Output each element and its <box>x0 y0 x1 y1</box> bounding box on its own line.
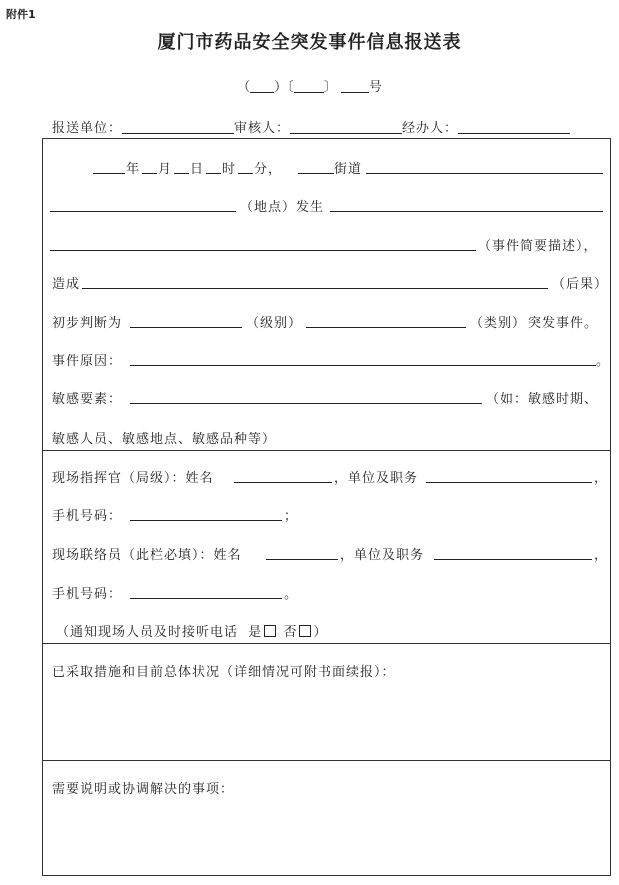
street-label: 街道 <box>334 162 363 177</box>
commander-label: 现场指挥官（局级）：姓名 <box>52 471 214 486</box>
report-unit-label: 报送单位： <box>52 121 123 136</box>
bracket-close: 〕 <box>323 80 337 95</box>
liaison-comma: ， <box>594 548 609 563</box>
notify-yes-checkbox[interactable] <box>264 625 276 637</box>
liaison-phone-label: 手机号码： <box>52 587 123 602</box>
measures-area[interactable] <box>46 684 606 756</box>
liaison-label: 现场联络员（此栏必填）：姓名 <box>52 548 242 563</box>
brief-description-field[interactable] <box>50 250 476 251</box>
day-label: 日 <box>190 162 205 177</box>
commander-phone-label: 手机号码： <box>52 509 123 524</box>
cause-prefix-label: 造成 <box>52 277 81 292</box>
notify-row <box>56 621 327 640</box>
hour-label: 时 <box>222 162 237 177</box>
street-field[interactable] <box>366 173 603 174</box>
minute-field[interactable] <box>238 173 253 174</box>
section-divider-1 <box>42 450 611 451</box>
sensitive-field[interactable] <box>130 403 482 404</box>
notify-no-label: 否 <box>283 625 298 640</box>
liaison-unit-label: ，单位及职务 <box>340 548 425 563</box>
sensitive-hint-2: 敏感人员、敏感地点、敏感品种等） <box>52 432 277 447</box>
measures-label: 已采取措施和目前总体状况（详细情况可附书面续报）： <box>52 665 396 680</box>
level-label: （级别） <box>246 316 303 331</box>
handler-label: 经办人： <box>402 121 459 136</box>
commander-comma: ， <box>594 471 609 486</box>
report-unit-field[interactable] <box>122 119 234 134</box>
notify-text: （通知现场人员及时接听电话 <box>56 625 239 640</box>
sudden-event-label: 突发事件。 <box>528 316 599 331</box>
reporter-row <box>52 117 570 136</box>
coordination-label: 需要说明或协调解决的事项： <box>52 782 235 797</box>
commander-name-field[interactable] <box>234 482 332 483</box>
form-title: 厦门市药品安全突发事件信息报送表 <box>157 32 462 53</box>
category-label: （类别） <box>470 316 527 331</box>
reviewer-label: 审核人： <box>234 121 291 136</box>
year-label: 年 <box>126 162 141 177</box>
consequence-label: （后果） <box>552 277 609 292</box>
doc-serial-field[interactable] <box>341 78 369 93</box>
month-label: 月 <box>158 162 173 177</box>
handler-field[interactable] <box>458 119 570 134</box>
hour-field[interactable] <box>206 173 221 174</box>
consequence-field[interactable] <box>82 288 548 289</box>
sensitive-label: 敏感要素： <box>52 392 123 407</box>
liaison-unit-field[interactable] <box>434 559 592 560</box>
commander-phone-end: ； <box>284 509 299 524</box>
coordination-area[interactable] <box>46 800 606 872</box>
location-label: （地点）发生 <box>240 200 325 215</box>
sensitive-hint-1: （如：敏感时期、 <box>486 392 599 407</box>
doc-number-suffix: 号 <box>368 80 382 95</box>
minute-label: 分， <box>254 162 283 177</box>
notify-close: ） <box>313 625 328 640</box>
judge-prefix-label: 初步判断为 <box>52 316 123 331</box>
paren-close-1: ） <box>274 80 288 95</box>
commander-unit-field[interactable] <box>426 482 592 483</box>
section-divider-2 <box>42 643 611 644</box>
commander-phone-field[interactable] <box>130 520 282 521</box>
attachment-label: 附件1 <box>6 8 36 21</box>
month-field[interactable] <box>142 173 157 174</box>
brief-description-label: （事件简要描述）， <box>478 239 598 254</box>
liaison-name-field[interactable] <box>266 559 338 560</box>
doc-year-field[interactable] <box>294 78 324 93</box>
occurrence-field[interactable] <box>330 211 603 212</box>
reason-field[interactable] <box>130 365 596 366</box>
commander-unit-label: ，单位及职务 <box>334 471 419 486</box>
location-field[interactable] <box>50 211 236 212</box>
year-field[interactable] <box>93 173 125 174</box>
level-field[interactable] <box>130 327 242 328</box>
document-number <box>0 76 619 95</box>
reason-end: 。 <box>596 354 611 369</box>
paren-open-1: （ <box>237 80 251 95</box>
notify-no-checkbox[interactable] <box>299 625 311 637</box>
doc-number-field-1[interactable] <box>250 78 274 93</box>
category-field[interactable] <box>306 327 466 328</box>
liaison-phone-field[interactable] <box>130 598 282 599</box>
section-divider-3 <box>42 760 611 761</box>
reason-label: 事件原因： <box>52 354 123 369</box>
day-field[interactable] <box>174 173 189 174</box>
notify-yes-label: 是 <box>248 625 263 640</box>
district-field[interactable] <box>298 173 334 174</box>
bracket-open: 〔 <box>287 80 294 95</box>
liaison-phone-end: 。 <box>284 587 299 602</box>
reviewer-field[interactable] <box>290 119 402 134</box>
